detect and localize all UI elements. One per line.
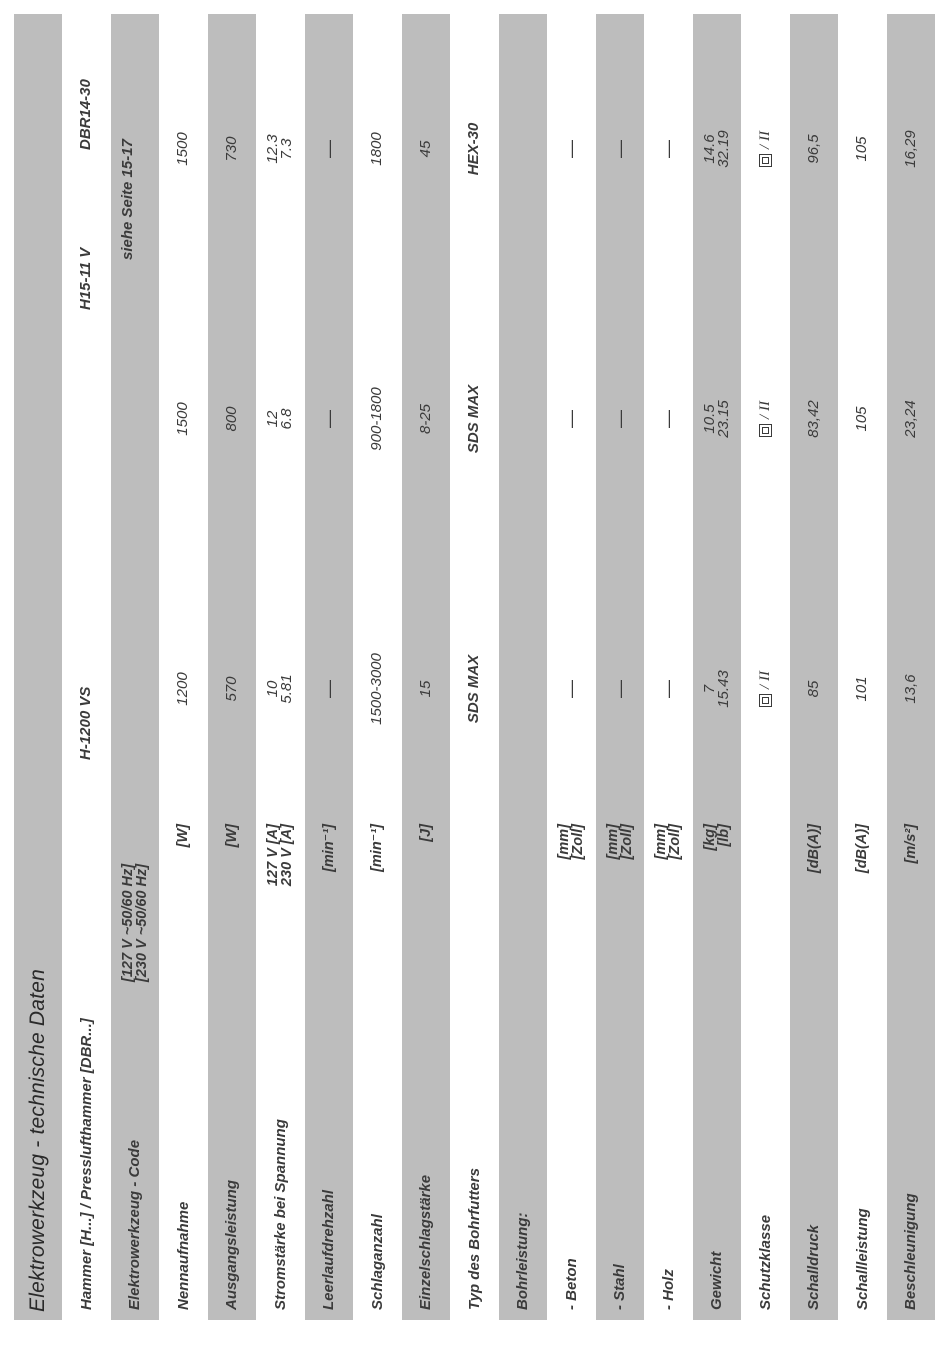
model-1-value xyxy=(256,554,305,824)
model-2-value xyxy=(644,284,693,554)
model-3-value xyxy=(790,14,839,284)
protection-class-value: / II xyxy=(757,131,774,149)
model-3-value xyxy=(693,14,742,284)
row-label: - Holz xyxy=(659,1269,677,1310)
row-unit xyxy=(838,824,887,1070)
value-line: 1200 xyxy=(174,672,192,706)
model-3-value xyxy=(159,14,208,284)
row-unit xyxy=(208,824,257,1070)
dash-value: — xyxy=(318,140,339,158)
row-label: Einzelschlagstärke xyxy=(417,1174,435,1310)
row-label: Schlaganzahl xyxy=(368,1214,386,1310)
row-unit xyxy=(547,824,596,1070)
code-unit-line-2: [230 V ~50/60 Hz] xyxy=(133,863,150,982)
model-1-value xyxy=(547,554,596,824)
unit-line: [mm] xyxy=(653,824,670,860)
model-2-value xyxy=(450,284,499,554)
row-label: Schalldruck xyxy=(805,1224,823,1310)
model-1-name: H-1200 VS xyxy=(77,686,95,760)
dash-value: — xyxy=(318,680,339,698)
value-line: 1500 xyxy=(174,402,192,436)
data-rows xyxy=(159,14,935,1320)
value-line: 15 xyxy=(416,680,434,698)
model-3-value xyxy=(256,14,305,284)
code-label: Elektrowerkzeug - Code xyxy=(126,1139,144,1310)
row-unit xyxy=(790,824,839,1070)
row-unit xyxy=(887,824,936,1070)
table-row xyxy=(402,14,451,1320)
dash-value: — xyxy=(561,410,582,428)
value-line: 14.6 xyxy=(700,134,718,164)
protection-class-value: / II xyxy=(757,401,774,419)
value-line xyxy=(758,671,772,707)
title-row xyxy=(14,14,62,1320)
value-line: 6.8 xyxy=(278,408,296,430)
value-line: 15.43 xyxy=(714,670,732,708)
header-row xyxy=(62,14,111,1320)
value-line: 85 xyxy=(804,680,822,698)
model-2-value xyxy=(790,284,839,554)
code-row xyxy=(111,14,160,1320)
value-line: 5.81 xyxy=(278,674,296,704)
code-units xyxy=(111,736,160,982)
model-1-value xyxy=(644,554,693,824)
table-row xyxy=(450,14,499,1320)
value-line xyxy=(758,401,772,437)
table-row xyxy=(547,14,596,1320)
table-row xyxy=(887,14,936,1320)
row-label: Stromstärke bei Spannung xyxy=(271,1119,289,1310)
table-row xyxy=(644,14,693,1320)
unit-line: [m/s²] xyxy=(902,824,919,864)
model-2-value xyxy=(741,284,790,554)
model-1-value xyxy=(450,554,499,824)
row-label: Schutzklasse xyxy=(756,1214,774,1310)
unit-line: [mm] xyxy=(604,824,621,860)
model-3-value xyxy=(305,14,354,284)
model-3-value xyxy=(741,14,790,284)
table-row xyxy=(208,14,257,1320)
model-3-value xyxy=(402,14,451,284)
unit-line: 230 V [A] xyxy=(279,824,296,887)
model-3-value xyxy=(838,14,887,284)
model-2-value xyxy=(596,284,645,554)
dash-value: — xyxy=(318,410,339,428)
table-row xyxy=(693,14,742,1320)
table-row xyxy=(741,14,790,1320)
row-label: Ausgangsleistung xyxy=(223,1179,241,1310)
model-2-name: H15-11 V xyxy=(77,247,95,310)
unit-line: [Zoll] xyxy=(570,824,587,860)
table-row xyxy=(790,14,839,1320)
model-2-value xyxy=(208,284,257,554)
model-1-value xyxy=(790,554,839,824)
model-3-value xyxy=(644,14,693,284)
model-1-value xyxy=(693,554,742,824)
table-row xyxy=(596,14,645,1320)
unit-line: [W] xyxy=(223,824,240,848)
row-unit xyxy=(402,824,451,1070)
model-2-value xyxy=(887,284,936,554)
code-unit-line-1: [127 V ~50/60 Hz] xyxy=(119,863,136,982)
unit-line: [kg] xyxy=(701,824,718,851)
value-line: 730 xyxy=(222,136,240,162)
model-2-value xyxy=(693,284,742,554)
value-line: 1800 xyxy=(368,132,386,166)
page-title: Elektrowerkzeug - technische Daten xyxy=(26,969,49,1312)
model-1-value xyxy=(159,554,208,824)
model-2-value xyxy=(838,284,887,554)
unit-line: [min⁻¹] xyxy=(369,824,386,872)
value-line: 16,29 xyxy=(901,130,919,168)
model-3-value xyxy=(887,14,936,284)
dash-value: — xyxy=(609,410,630,428)
model-1-value xyxy=(838,554,887,824)
dash-value: — xyxy=(561,680,582,698)
row-label: Nennaufnahme xyxy=(174,1201,192,1310)
unit-line: [dB(A)] xyxy=(854,824,871,874)
table-row xyxy=(256,14,305,1320)
model-3-value xyxy=(353,14,402,284)
value-line: 96,5 xyxy=(804,134,822,164)
row-label: - Beton xyxy=(562,1258,580,1310)
value-line: 1500-3000 xyxy=(368,653,386,725)
header-label: Hammer [H...] / Presslufthammer [DBR...] xyxy=(77,1018,95,1310)
value-line: 800 xyxy=(222,406,240,432)
row-label: Beschleunigung xyxy=(902,1193,920,1310)
unit-line: [Zoll] xyxy=(618,824,635,860)
model-2-value xyxy=(159,284,208,554)
value-line: 105 xyxy=(853,406,871,432)
unit-line: [Zoll] xyxy=(667,824,684,860)
value-line: 7.3 xyxy=(278,138,296,160)
row-label: Bohrleistung: xyxy=(514,1212,532,1310)
model-1-value xyxy=(353,554,402,824)
row-label: - Stahl xyxy=(611,1264,629,1310)
dash-value: — xyxy=(658,680,679,698)
model-3-value xyxy=(547,14,596,284)
row-unit xyxy=(353,824,402,1070)
code-note: siehe Seite 15-17 xyxy=(118,139,136,260)
model-2-value xyxy=(353,284,402,554)
dash-value: — xyxy=(609,680,630,698)
protection-class-icon xyxy=(759,154,772,167)
table-row xyxy=(353,14,402,1320)
dash-value: — xyxy=(658,410,679,428)
model-1-value xyxy=(887,554,936,824)
unit-line: [lb] xyxy=(715,824,732,847)
row-unit xyxy=(596,824,645,1070)
value-line: 23,24 xyxy=(901,400,919,438)
value-line: 105 xyxy=(853,136,871,162)
value-line: 900-1800 xyxy=(368,387,386,451)
table-row xyxy=(499,14,548,1320)
value-line: 45 xyxy=(416,140,434,158)
model-1-value xyxy=(305,554,354,824)
row-label: Leerlaufdrehzahl xyxy=(320,1189,338,1310)
dash-value: — xyxy=(561,140,582,158)
dash-value: — xyxy=(609,140,630,158)
model-1-value xyxy=(741,554,790,824)
row-unit xyxy=(693,824,742,1070)
row-unit xyxy=(644,824,693,1070)
model-3-value xyxy=(596,14,645,284)
table-row xyxy=(838,14,887,1320)
row-unit xyxy=(159,824,208,1070)
unit-line: [J] xyxy=(417,824,434,842)
spec-table xyxy=(14,14,936,1320)
unit-line: 127 V [A] xyxy=(265,824,282,887)
model-2-value xyxy=(256,284,305,554)
model-2-value xyxy=(305,284,354,554)
row-label: Typ des Bohrfutters xyxy=(465,1168,483,1310)
value-line xyxy=(758,131,772,167)
protection-class-icon xyxy=(759,424,772,437)
model-3-name: DBR14-30 xyxy=(77,79,95,150)
model-1-value xyxy=(596,554,645,824)
unit-line: [W] xyxy=(175,824,192,848)
value-line: 83,42 xyxy=(804,400,822,438)
value-line: HEX-30 xyxy=(465,122,483,176)
model-2-value xyxy=(547,284,596,554)
value-line: 10.5 xyxy=(700,404,718,434)
model-3-value xyxy=(450,14,499,284)
value-line: 32.19 xyxy=(714,130,732,168)
row-unit xyxy=(256,824,305,1070)
dash-value: — xyxy=(658,140,679,158)
unit-line: [dB(A)] xyxy=(805,824,822,874)
model-2-value xyxy=(402,284,451,554)
row-label: Schallleistung xyxy=(853,1208,871,1310)
value-line: 7 xyxy=(700,684,718,694)
value-line: 10 xyxy=(264,680,282,698)
value-line: 12 xyxy=(264,410,282,428)
value-line: 1500 xyxy=(174,132,192,166)
value-line: 23.15 xyxy=(714,400,732,438)
protection-class-icon xyxy=(759,694,772,707)
model-1-value xyxy=(402,554,451,824)
model-1-value xyxy=(208,554,257,824)
unit-line: [mm] xyxy=(556,824,573,860)
model-3-value xyxy=(208,14,257,284)
value-line: 101 xyxy=(853,676,871,702)
table-row xyxy=(305,14,354,1320)
protection-class-value: / II xyxy=(757,671,774,689)
value-line: 570 xyxy=(222,676,240,702)
value-line: 13,6 xyxy=(901,674,919,704)
unit-line: [min⁻¹] xyxy=(320,824,337,872)
value-line: 12.3 xyxy=(264,134,282,164)
row-unit xyxy=(305,824,354,1070)
row-label: Gewicht xyxy=(708,1251,726,1310)
value-line: SDS MAX xyxy=(465,654,483,724)
value-line: 8-25 xyxy=(416,403,434,435)
value-line: SDS MAX xyxy=(465,384,483,454)
table-row xyxy=(159,14,208,1320)
